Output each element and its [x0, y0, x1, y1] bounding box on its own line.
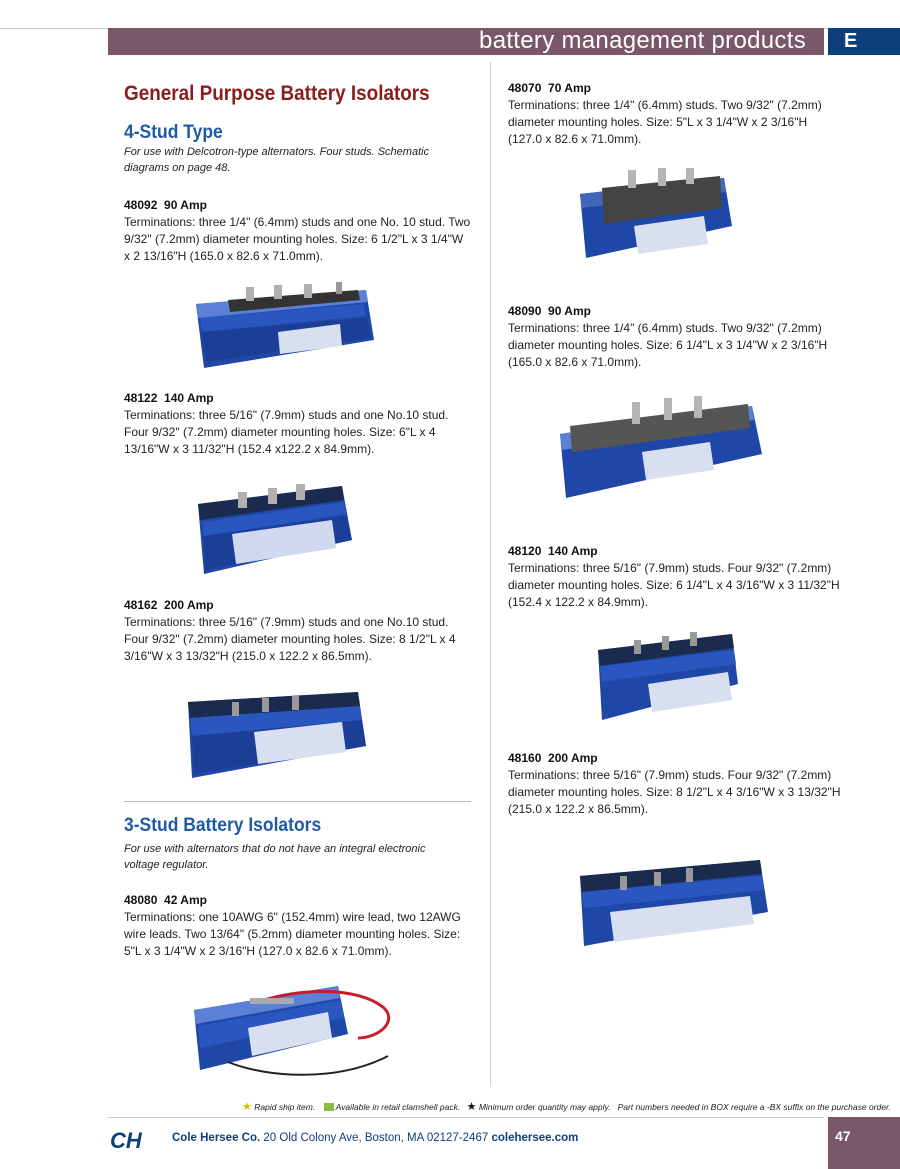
page-heading: General Purpose Battery Isolators — [124, 82, 430, 105]
isolator-photo-48080 — [188, 978, 400, 1082]
section-divider — [124, 801, 471, 802]
product-desc-48120: Terminations: three 5/16" (7.9mm) studs. Four 9/32" (7.2mm) diameter mounting holes. Size: 6 1/4"L x 4 3/16"W x 3 11/32"H (152.4 x 122.2 x 84.9mm). — [508, 561, 840, 609]
product-desc-48070: Terminations: three 1/4" (6.4mm) studs. Two 9/32" (7.2mm) diameter mounting holes. Size: 5"L x 3 1/4"W x 2 3/16"H (127.0 x 82.6 x 71.0mm). — [508, 98, 822, 146]
header-title: battery management products — [479, 27, 806, 54]
product-id-48160: 48160 200 Amp — [508, 751, 598, 765]
section-desc-3-stud: For use with alternators that do not have an integral electronic voltage regulator. — [124, 843, 426, 871]
footer-company — [172, 1132, 578, 1144]
page-number-box — [828, 1117, 900, 1169]
legend-min: Minimum order quantity may apply. — [478, 1102, 611, 1112]
section-tab — [828, 28, 900, 55]
product-desc-48092: Terminations: three 1/4" (6.4mm) studs and one No. 10 stud. Two 9/32" (7.2mm) diameter mounting holes. Size: 6 1/2"L x 3 1/4"W x 2 13/16"H (165.0 x 82.6 x 71.0mm). — [124, 215, 471, 263]
isolator-photo-48120 — [592, 620, 742, 724]
product-desc-48160: Terminations: three 5/16" (7.9mm) studs. Four 9/32" (7.2mm) diameter mounting holes. Size: 8 1/2"L x 4 3/16"W x 3 13/32"H (215.0 x 122.2 x 86.5mm). — [508, 768, 841, 816]
product-id-48122: 48122 140 Amp — [124, 391, 214, 405]
legend-retail: Available in retail clamshell pack. — [335, 1102, 461, 1112]
logo-mark: CH — [110, 1128, 142, 1153]
section-desc-4-stud: For use with Delcotron-type alternators. Four studs. Schematic diagrams on page 48. — [124, 146, 430, 174]
header-band — [108, 28, 824, 55]
legend-box: Part numbers needed in BOX require a -BX suffix on the purchase order. — [617, 1102, 891, 1112]
isolator-photo-48162 — [182, 682, 374, 782]
legend-rapid: Rapid ship item. — [254, 1102, 316, 1112]
company-logo — [108, 1127, 152, 1153]
product-id-48162: 48162 200 Amp — [124, 598, 214, 612]
footer-rule — [108, 1117, 824, 1118]
section-title-3-stud: 3-Stud Battery Isolators — [124, 815, 322, 836]
min-order-star-icon: ★ — [466, 1101, 477, 1113]
isolator-photo-48160 — [574, 850, 774, 950]
star-icon: ★ — [242, 1101, 252, 1113]
section-title-4-stud: 4-Stud Type — [124, 122, 223, 143]
product-id-48120: 48120 140 Amp — [508, 544, 598, 558]
footer-legend — [242, 1100, 892, 1113]
page-number: 47 — [835, 1128, 851, 1144]
product-desc-48122: Terminations: three 5/16" (7.9mm) studs and one No.10 stud. Four 9/32" (7.2mm) diameter mounting holes. Size: 6"L x 4 13/16"W x 3 11/32"H (152.4 x122.2 x 84.9mm). — [124, 408, 449, 456]
product-desc-48090: Terminations: three 1/4" (6.4mm) studs. Two 9/32" (7.2mm) diameter mounting holes. Size: 6 1/4"L x 3 1/4"W x 2 3/16"H (165.0 x 82.6 x 71.0mm). — [508, 321, 828, 369]
company-name: Cole Hersee Co. — [172, 1132, 261, 1144]
product-id-48080: 48080 42 Amp — [124, 893, 207, 907]
product-id-48070: 48070 70 Amp — [508, 81, 591, 95]
isolator-photo-48092 — [188, 282, 384, 372]
product-desc-48162: Terminations: three 5/16" (7.9mm) studs and one No.10 stud. Four 9/32" (7.2mm) diameter mounting holes. Size: 8 1/2"L x 4 3/16"W x 3 13/32"H (215.0 x 122.2 x 86.5mm). — [124, 615, 456, 663]
product-id-48090: 48090 90 Amp — [508, 304, 591, 318]
company-website[interactable]: colehersee.com — [491, 1132, 579, 1144]
section-letter: E — [844, 30, 858, 52]
isolator-photo-48070 — [574, 168, 740, 262]
isolator-photo-48090 — [552, 394, 770, 500]
isolator-photo-48122 — [192, 478, 360, 578]
company-address: 20 Old Colony Ave, Boston, MA 02127-2467 — [263, 1132, 489, 1144]
product-desc-48080: Terminations: one 10AWG 6" (152.4mm) wire lead, two 12AWG wire leads. Two 13/64" (5.2mm) diameter mounting holes. Size: 5"L x 3 1/4"W x 2 3/16"H (127.0 x 82.6 x 71.0mm). — [124, 910, 461, 958]
retail-pack-icon — [324, 1103, 334, 1111]
product-id-48092: 48092 90 Amp — [124, 198, 207, 212]
column-divider — [490, 62, 491, 1087]
